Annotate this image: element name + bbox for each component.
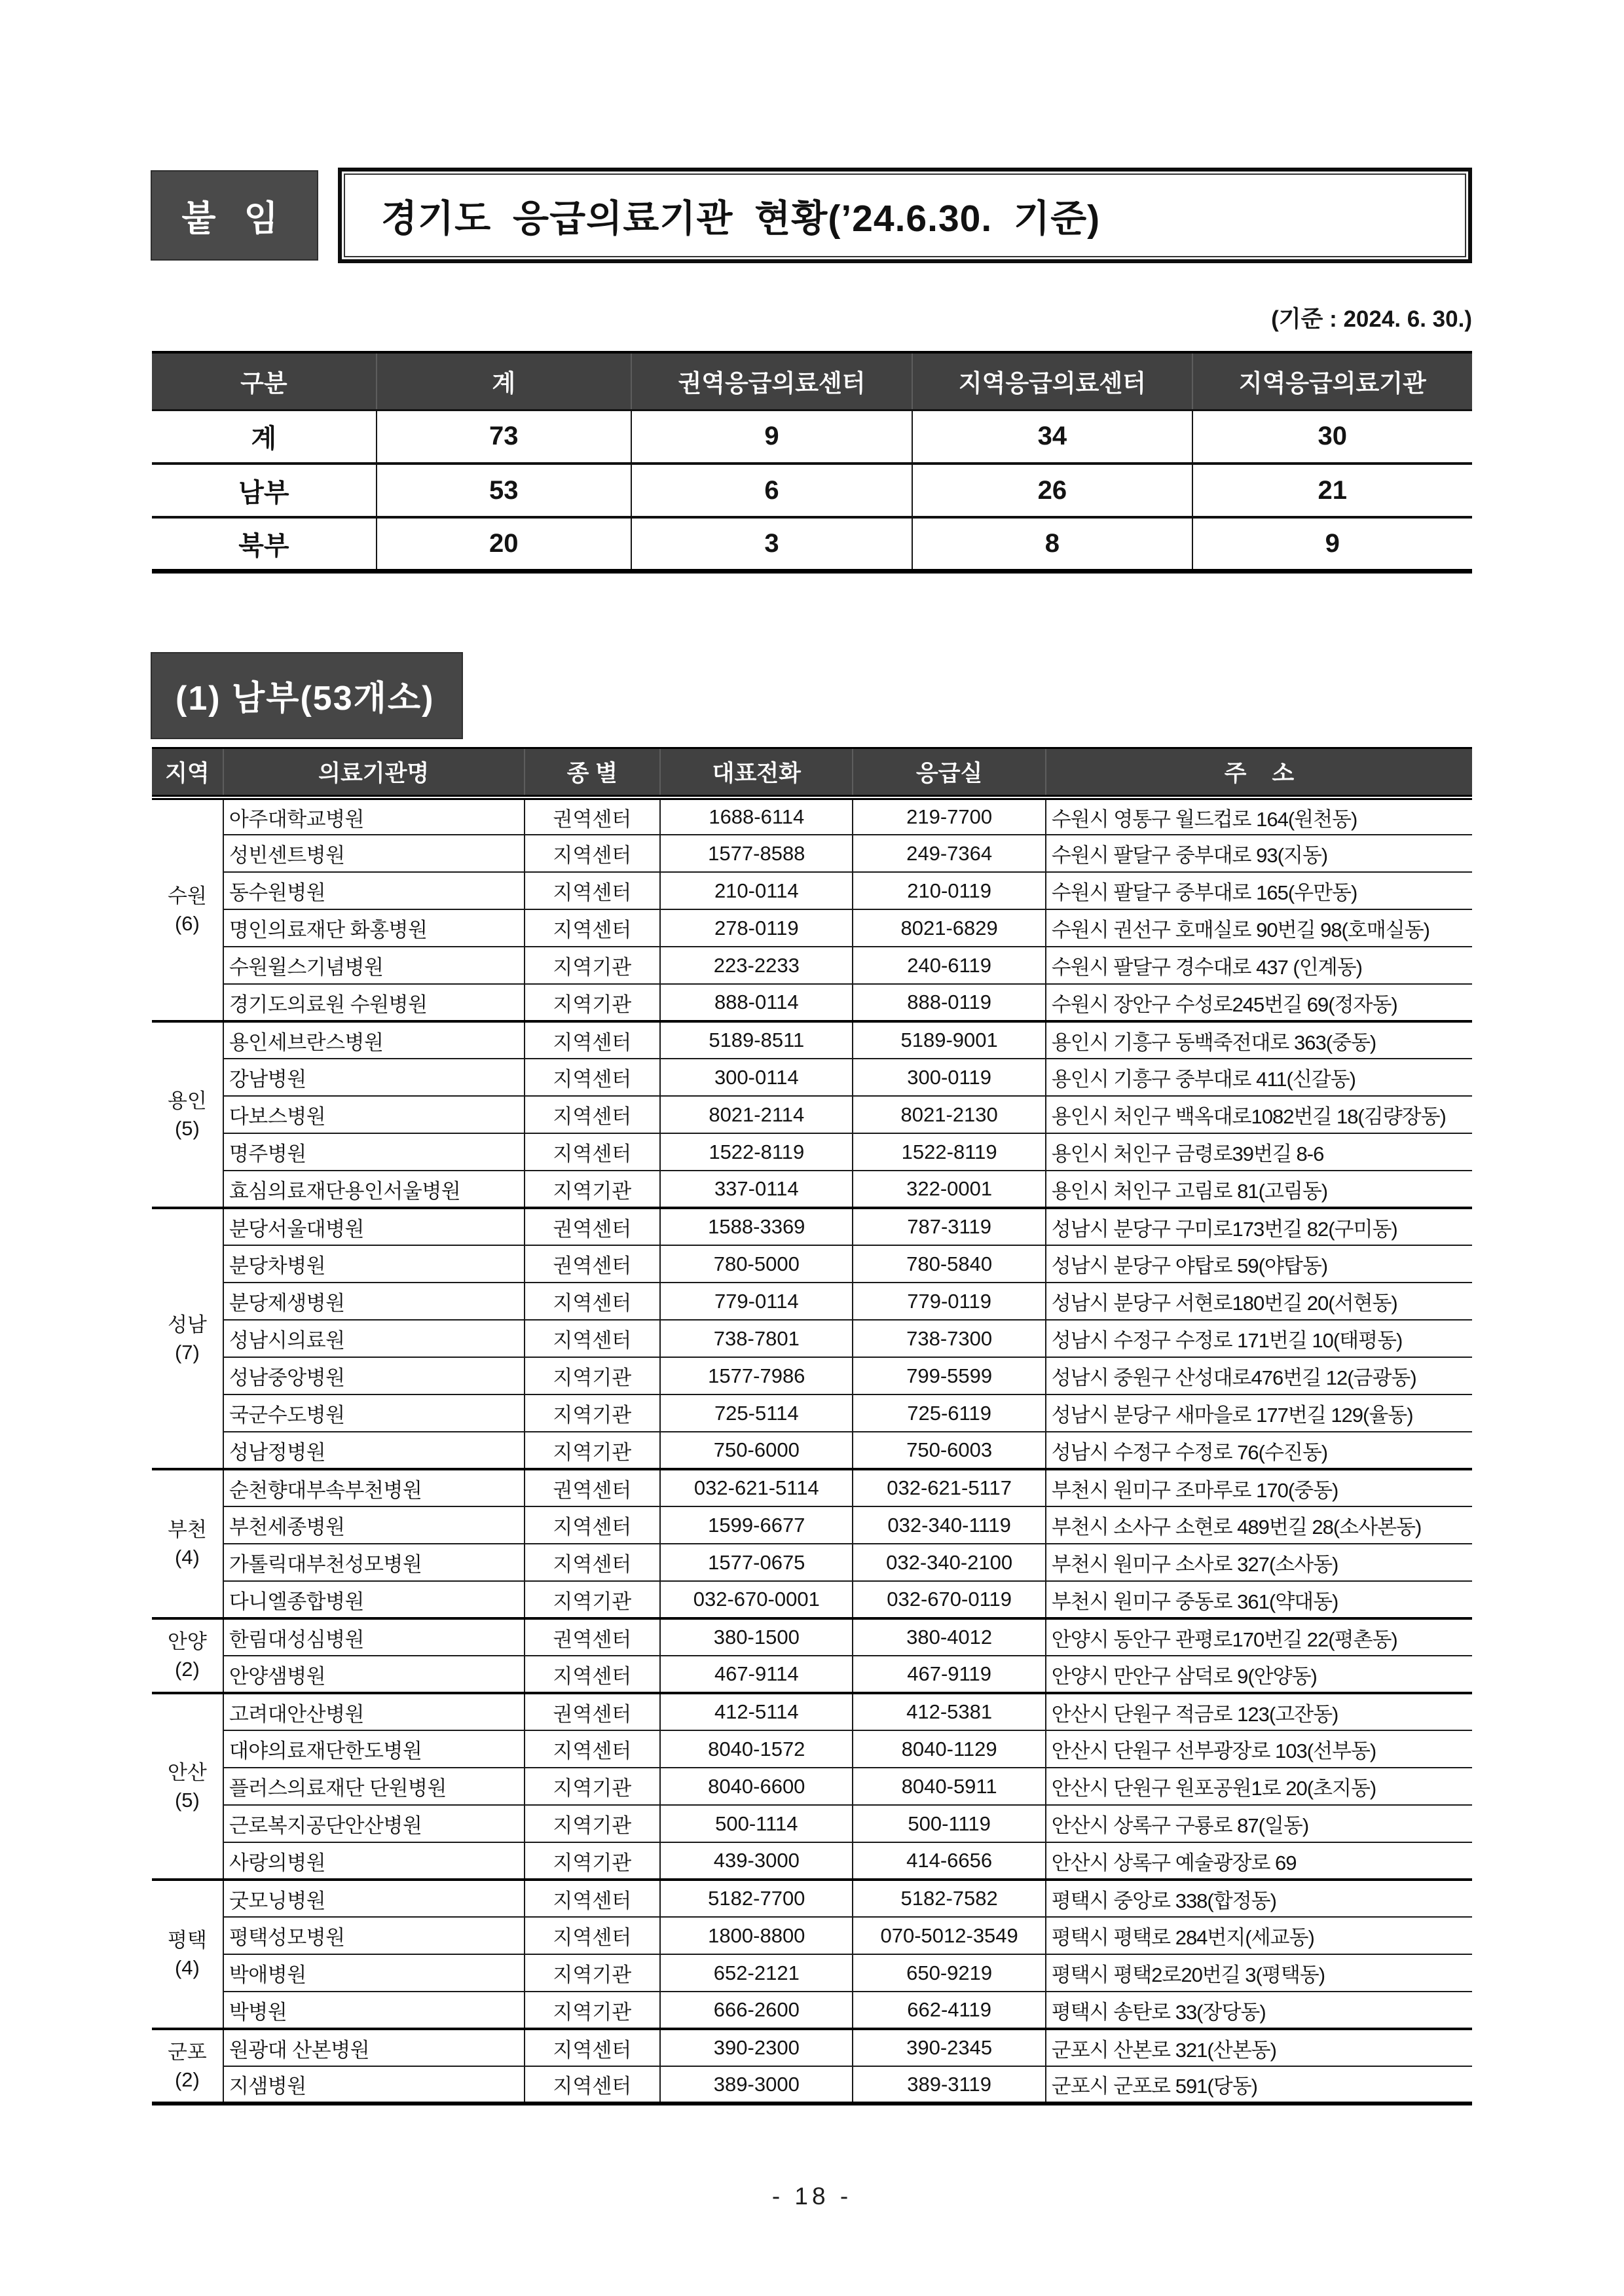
region-name: 부천 [167, 1518, 207, 1542]
hospital-type-cell: 지역센터 [525, 1544, 661, 1581]
main-phone-cell: 1577-0675 [660, 1544, 853, 1581]
hospital-name-cell: 한림대성심병원 [223, 1618, 525, 1656]
address-cell: 수원시 팔달구 중부대로 165(우만동) [1046, 872, 1472, 909]
reference-date-note: (기준 : 2024. 6. 30.) [1271, 306, 1472, 332]
region-cell [152, 1208, 223, 1469]
region-count: (6) [174, 912, 200, 935]
address-cell: 용인시 처인구 금령로39번길 8-6 [1046, 1133, 1472, 1171]
hospital-name-cell: 플러스의료재단 단원병원 [223, 1768, 525, 1805]
region-count: (4) [174, 1546, 200, 1569]
hospital-type-cell: 권역센터 [525, 797, 661, 835]
region-group [152, 1469, 1472, 1618]
main-phone-cell: 210-0114 [660, 872, 853, 909]
summary-column-header: 권역응급의료센터 [631, 352, 912, 410]
address-cell: 성남시 수정구 수정로 171번길 10(태평동) [1046, 1320, 1472, 1357]
region-cell [152, 1880, 223, 2029]
main-phone-cell: 8021-2114 [660, 1096, 853, 1133]
address-cell: 평택시 송탄로 33(장당동) [1046, 1992, 1472, 2029]
er-phone-cell: 8040-5911 [853, 1768, 1045, 1805]
main-phone-cell: 300-0114 [660, 1059, 853, 1096]
address-cell: 용인시 기흥구 중부대로 411(신갈동) [1046, 1059, 1472, 1096]
hospital-row [152, 1208, 1472, 1245]
hospital-type-cell: 지역센터 [525, 1059, 661, 1096]
address-cell: 성남시 수정구 수정로 76(수진동) [1046, 1432, 1472, 1469]
hospital-type-cell: 지역센터 [525, 1096, 661, 1133]
hospital-row [152, 1693, 1472, 1730]
summary-row-label: 남부 [152, 464, 377, 517]
hospital-row [152, 1917, 1472, 1954]
region-cell [152, 1618, 223, 1693]
title-box [338, 168, 1472, 263]
hospital-row [152, 1656, 1472, 1693]
hospital-row [152, 1320, 1472, 1357]
summary-value: 9 [1192, 517, 1472, 571]
hospital-name-cell: 박병원 [223, 1992, 525, 2029]
hospital-name-cell: 수원윌스기념병원 [223, 947, 525, 984]
hospital-name-cell: 사랑의병원 [223, 1842, 525, 1880]
hospital-row [152, 2066, 1472, 2104]
region-group [152, 1021, 1472, 1208]
hospital-name-cell: 분당차병원 [223, 1245, 525, 1283]
address-cell: 안양시 동안구 관평로170번길 22(평촌동) [1046, 1618, 1472, 1656]
region-name: 평택 [167, 1929, 207, 1952]
summary-value: 53 [377, 464, 631, 517]
hospital-type-cell: 지역기관 [525, 1954, 661, 1992]
hospital-row [152, 1768, 1472, 1805]
region-name: 안산 [167, 1760, 207, 1784]
hospital-type-cell: 지역센터 [525, 1730, 661, 1768]
summary-value: 21 [1192, 464, 1472, 517]
section-title: (1) 남부(53개소) [152, 653, 462, 738]
address-cell: 성남시 중원구 산성대로476번길 12(금광동) [1046, 1357, 1472, 1394]
region-group [152, 2029, 1472, 2104]
hospital-type-cell: 지역기관 [525, 1432, 661, 1469]
main-phone-cell: 779-0114 [660, 1283, 853, 1320]
er-phone-cell: 070-5012-3549 [853, 1917, 1045, 1954]
hospital-name-cell: 대야의료재단한도병원 [223, 1730, 525, 1768]
address-cell: 부천시 원미구 중동로 361(약대동) [1046, 1581, 1472, 1618]
hospital-name-cell: 안양샘병원 [223, 1656, 525, 1693]
hospital-name-cell: 분당제생병원 [223, 1283, 525, 1320]
hospitals-table-header [152, 748, 1472, 797]
main-phone-cell: 1599-6677 [660, 1506, 853, 1544]
er-phone-cell: 738-7300 [853, 1320, 1045, 1357]
address-cell: 용인시 기흥구 동백죽전대로 363(중동) [1046, 1021, 1472, 1059]
main-phone-cell: 5189-8511 [660, 1021, 853, 1059]
er-phone-cell: 389-3119 [853, 2066, 1045, 2104]
hospital-name-cell: 원광대 산본병원 [223, 2029, 525, 2066]
main-phone-cell: 666-2600 [660, 1992, 853, 2029]
hospital-row [152, 1171, 1472, 1208]
address-cell: 평택시 중앙로 338(합정동) [1046, 1880, 1472, 1917]
hospital-type-cell: 지역센터 [525, 835, 661, 872]
er-phone-cell: 5189-9001 [853, 1021, 1045, 1059]
hospital-type-cell: 지역센터 [525, 1320, 661, 1357]
er-phone-cell: 8021-2130 [853, 1096, 1045, 1133]
hospital-name-cell: 순천향대부속부천병원 [223, 1469, 525, 1506]
er-phone-cell: 249-7364 [853, 835, 1045, 872]
main-phone-cell: 032-670-0001 [660, 1581, 853, 1618]
er-phone-cell: 799-5599 [853, 1357, 1045, 1394]
region-count: (7) [174, 1340, 200, 1364]
address-cell: 성남시 분당구 새마을로 177번길 129(율동) [1046, 1394, 1472, 1432]
region-group [152, 1208, 1472, 1469]
region-cell [152, 1469, 223, 1618]
document-header [152, 172, 1472, 263]
main-phone-cell: 439-3000 [660, 1842, 853, 1880]
hospital-name-cell: 고려대안산병원 [223, 1693, 525, 1730]
hospitals-column-header: 종 별 [525, 748, 661, 797]
address-cell: 안산시 단원구 적금로 123(고잔동) [1046, 1693, 1472, 1730]
main-phone-cell: 1800-8800 [660, 1917, 853, 1954]
hospital-type-cell: 권역센터 [525, 1693, 661, 1730]
er-phone-cell: 750-6003 [853, 1432, 1045, 1469]
address-cell: 용인시 처인구 백옥대로1082번길 18(김량장동) [1046, 1096, 1472, 1133]
summary-value: 8 [912, 517, 1192, 571]
region-group [152, 1693, 1472, 1880]
er-phone-cell: 5182-7582 [853, 1880, 1045, 1917]
er-phone-cell: 240-6119 [853, 947, 1045, 984]
address-cell: 수원시 영통구 월드컵로 164(원천동) [1046, 797, 1472, 835]
er-phone-cell: 1522-8119 [853, 1133, 1045, 1171]
hospital-name-cell: 굿모닝병원 [223, 1880, 525, 1917]
region-name: 용인 [167, 1089, 207, 1112]
hospital-row [152, 1581, 1472, 1618]
hospital-row [152, 1059, 1472, 1096]
main-phone-cell: 725-5114 [660, 1394, 853, 1432]
hospital-type-cell: 지역센터 [525, 2029, 661, 2066]
address-cell: 성남시 분당구 구미로173번길 82(구미동) [1046, 1208, 1472, 1245]
hospital-name-cell: 다보스병원 [223, 1096, 525, 1133]
main-phone-cell: 1577-7986 [660, 1357, 853, 1394]
address-cell: 수원시 권선구 호매실로 90번길 98(호매실동) [1046, 909, 1472, 947]
main-phone-cell: 223-2233 [660, 947, 853, 984]
hospital-type-cell: 지역센터 [525, 1506, 661, 1544]
hospital-row [152, 947, 1472, 984]
hospital-name-cell: 용인세브란스병원 [223, 1021, 525, 1059]
hospital-type-cell: 지역기관 [525, 947, 661, 984]
summary-row-label: 북부 [152, 517, 377, 571]
hospital-name-cell: 가톨릭대부천성모병원 [223, 1544, 525, 1581]
hospital-type-cell: 지역기관 [525, 1171, 661, 1208]
er-phone-cell: 032-670-0119 [853, 1581, 1045, 1618]
main-phone-cell: 1588-3369 [660, 1208, 853, 1245]
hospital-row [152, 872, 1472, 909]
summary-row [152, 410, 1472, 464]
page-title: 경기도 응급의료기관 현황(’24.6.30. 기준) [381, 198, 1101, 240]
summary-value: 34 [912, 410, 1192, 464]
hospital-name-cell: 부천세종병원 [223, 1506, 525, 1544]
hospital-type-cell: 지역센터 [525, 2066, 661, 2104]
er-phone-cell: 500-1119 [853, 1805, 1045, 1842]
summary-column-header: 구분 [152, 352, 377, 410]
hospital-name-cell: 명주병원 [223, 1133, 525, 1171]
address-cell: 용인시 처인구 고림로 81(고림동) [1046, 1171, 1472, 1208]
hospital-type-cell: 지역센터 [525, 872, 661, 909]
main-phone-cell: 380-1500 [660, 1618, 853, 1656]
hospital-row [152, 909, 1472, 947]
address-cell: 수원시 팔달구 경수대로 437 (인계동) [1046, 947, 1472, 984]
hospital-row [152, 1954, 1472, 1992]
address-cell: 군포시 군포로 591(당동) [1046, 2066, 1472, 2104]
hospital-row [152, 1842, 1472, 1880]
hospital-name-cell: 성남중앙병원 [223, 1357, 525, 1394]
hospitals-table [152, 747, 1472, 2106]
hospital-type-cell: 지역기관 [525, 984, 661, 1021]
summary-value: 6 [631, 464, 912, 517]
hospital-name-cell: 명인의료재단 화홍병원 [223, 909, 525, 947]
hospital-row [152, 1618, 1472, 1656]
hospital-type-cell: 지역기관 [525, 1992, 661, 2029]
address-cell: 성남시 분당구 야탑로 59(야탑동) [1046, 1245, 1472, 1283]
address-cell: 부천시 소사구 소현로 489번길 28(소사본동) [1046, 1506, 1472, 1544]
address-cell: 평택시 평택로 284번지(세교동) [1046, 1917, 1472, 1954]
er-phone-cell: 032-340-1119 [853, 1506, 1045, 1544]
region-cell [152, 1693, 223, 1880]
attachment-label: 붙 임 [181, 198, 287, 238]
er-phone-cell: 650-9219 [853, 1954, 1045, 1992]
address-cell: 안산시 상록구 구룡로 87(일동) [1046, 1805, 1472, 1842]
hospital-row [152, 1432, 1472, 1469]
hospital-row [152, 1805, 1472, 1842]
hospital-row [152, 1730, 1472, 1768]
main-phone-cell: 1522-8119 [660, 1133, 853, 1171]
main-phone-cell: 389-3000 [660, 2066, 853, 2104]
main-phone-cell: 278-0119 [660, 909, 853, 947]
region-group [152, 1618, 1472, 1693]
region-cell [152, 2029, 223, 2104]
hospital-name-cell: 성빈센트병원 [223, 835, 525, 872]
summary-row [152, 464, 1472, 517]
hospital-name-cell: 아주대학교병원 [223, 797, 525, 835]
hospital-row [152, 1133, 1472, 1171]
address-cell: 평택시 평택2로20번길 3(평택동) [1046, 1954, 1472, 1992]
hospital-row [152, 797, 1472, 835]
hospital-name-cell: 다니엘종합병원 [223, 1581, 525, 1618]
region-name: 수원 [167, 884, 207, 908]
er-phone-cell: 8040-1129 [853, 1730, 1045, 1768]
er-phone-cell: 662-4119 [853, 1992, 1045, 2029]
region-group [152, 1880, 1472, 2029]
address-cell: 안산시 단원구 원포공원1로 20(초지동) [1046, 1768, 1472, 1805]
hospital-type-cell: 지역센터 [525, 1656, 661, 1693]
region-name: 안양 [167, 1630, 207, 1654]
hospital-type-cell: 지역센터 [525, 1283, 661, 1320]
hospital-type-cell: 권역센터 [525, 1469, 661, 1506]
hospital-row [152, 984, 1472, 1021]
main-phone-cell: 8040-1572 [660, 1730, 853, 1768]
hospital-type-cell: 지역기관 [525, 1842, 661, 1880]
region-cell [152, 1021, 223, 1208]
hospital-name-cell: 동수원병원 [223, 872, 525, 909]
hospital-row [152, 1544, 1472, 1581]
hospital-row [152, 1021, 1472, 1059]
hospital-row [152, 1506, 1472, 1544]
hospital-row [152, 1992, 1472, 2029]
er-phone-cell: 032-340-2100 [853, 1544, 1045, 1581]
hospitals-column-header: 응급실 [853, 748, 1045, 797]
hospital-type-cell: 지역기관 [525, 1581, 661, 1618]
summary-column-header: 계 [377, 352, 631, 410]
hospital-type-cell: 지역기관 [525, 1805, 661, 1842]
hospital-row [152, 2029, 1472, 2066]
address-cell: 성남시 분당구 서현로180번길 20(서현동) [1046, 1283, 1472, 1320]
main-phone-cell: 738-7801 [660, 1320, 853, 1357]
region-count: (5) [174, 1116, 200, 1140]
page-number: - 18 - [771, 2183, 853, 2210]
region-name: 군포 [167, 2040, 207, 2064]
hospitals-column-header: 대표전화 [660, 748, 853, 797]
hospital-type-cell: 지역센터 [525, 1021, 661, 1059]
er-phone-cell: 322-0001 [853, 1171, 1045, 1208]
hospital-name-cell: 경기도의료원 수원병원 [223, 984, 525, 1021]
hospital-type-cell: 지역기관 [525, 1357, 661, 1394]
er-phone-cell: 8021-6829 [853, 909, 1045, 947]
summary-row [152, 517, 1472, 571]
summary-value: 26 [912, 464, 1192, 517]
summary-column-header: 지역응급의료센터 [912, 352, 1192, 410]
address-cell: 수원시 장안구 수성로245번길 69(정자동) [1046, 984, 1472, 1021]
hospital-type-cell: 지역기관 [525, 1768, 661, 1805]
summary-table [152, 351, 1472, 574]
summary-value: 3 [631, 517, 912, 571]
hospital-row [152, 1357, 1472, 1394]
hospital-type-cell: 지역센터 [525, 909, 661, 947]
er-phone-cell: 725-6119 [853, 1394, 1045, 1432]
hospital-name-cell: 국군수도병원 [223, 1394, 525, 1432]
main-phone-cell: 337-0114 [660, 1171, 853, 1208]
address-cell: 부천시 원미구 소사로 327(소사동) [1046, 1544, 1472, 1581]
address-cell: 부천시 원미구 조마루로 170(중동) [1046, 1469, 1472, 1506]
main-phone-cell: 467-9114 [660, 1656, 853, 1693]
hospital-row [152, 1469, 1472, 1506]
er-phone-cell: 787-3119 [853, 1208, 1045, 1245]
main-phone-cell: 780-5000 [660, 1245, 853, 1283]
er-phone-cell: 390-2345 [853, 2029, 1045, 2066]
main-phone-cell: 5182-7700 [660, 1880, 853, 1917]
main-phone-cell: 750-6000 [660, 1432, 853, 1469]
er-phone-cell: 219-7700 [853, 797, 1045, 835]
hospital-type-cell: 지역기관 [525, 1394, 661, 1432]
er-phone-cell: 780-5840 [853, 1245, 1045, 1283]
region-count: (4) [174, 1956, 200, 1979]
hospital-type-cell: 권역센터 [525, 1208, 661, 1245]
summary-column-header: 지역응급의료기관 [1192, 352, 1472, 410]
hospital-row [152, 835, 1472, 872]
er-phone-cell: 414-6656 [853, 1842, 1045, 1880]
er-phone-cell: 380-4012 [853, 1618, 1045, 1656]
address-cell: 안산시 단원구 선부광장로 103(선부동) [1046, 1730, 1472, 1768]
hospitals-column-header: 의료기관명 [223, 748, 525, 797]
region-name: 성남 [167, 1313, 207, 1336]
region-count: (2) [174, 2068, 200, 2091]
hospital-name-cell: 분당서울대병원 [223, 1208, 525, 1245]
hospital-name-cell: 성남정병원 [223, 1432, 525, 1469]
region-count: (5) [174, 1788, 200, 1812]
hospital-type-cell: 권역센터 [525, 1245, 661, 1283]
hospital-name-cell: 성남시의료원 [223, 1320, 525, 1357]
er-phone-cell: 032-621-5117 [853, 1469, 1045, 1506]
hospital-row [152, 1394, 1472, 1432]
hospital-name-cell: 박애병원 [223, 1954, 525, 1992]
er-phone-cell: 888-0119 [853, 984, 1045, 1021]
main-phone-cell: 032-621-5114 [660, 1469, 853, 1506]
er-phone-cell: 210-0119 [853, 872, 1045, 909]
region-cell [152, 797, 223, 1021]
hospital-name-cell: 효심의료재단용인서울병원 [223, 1171, 525, 1208]
hospital-type-cell: 지역센터 [525, 1880, 661, 1917]
main-phone-cell: 652-2121 [660, 1954, 853, 1992]
main-phone-cell: 412-5114 [660, 1693, 853, 1730]
address-cell: 군포시 산본로 321(산본동) [1046, 2029, 1472, 2066]
hospital-name-cell: 지샘병원 [223, 2066, 525, 2104]
address-cell: 수원시 팔달구 중부대로 93(지동) [1046, 835, 1472, 872]
address-cell: 안산시 상록구 예술광장로 69 [1046, 1842, 1472, 1880]
region-count: (2) [174, 1658, 200, 1681]
hospital-name-cell: 평택성모병원 [223, 1917, 525, 1954]
er-phone-cell: 300-0119 [853, 1059, 1045, 1096]
hospital-row [152, 1245, 1472, 1283]
main-phone-cell: 1577-8588 [660, 835, 853, 872]
er-phone-cell: 467-9119 [853, 1656, 1045, 1693]
summary-table-header [152, 352, 1472, 410]
hospital-type-cell: 지역센터 [525, 1917, 661, 1954]
summary-value: 30 [1192, 410, 1472, 464]
hospital-row [152, 1283, 1472, 1320]
region-group [152, 797, 1472, 1021]
hospitals-column-header: 지역 [152, 748, 223, 797]
er-phone-cell: 779-0119 [853, 1283, 1045, 1320]
main-phone-cell: 8040-6600 [660, 1768, 853, 1805]
summary-row-label: 계 [152, 410, 377, 464]
summary-value: 9 [631, 410, 912, 464]
hospital-row [152, 1880, 1472, 1917]
hospital-type-cell: 권역센터 [525, 1618, 661, 1656]
main-phone-cell: 888-0114 [660, 984, 853, 1021]
summary-value: 20 [377, 517, 631, 571]
er-phone-cell: 412-5381 [853, 1693, 1045, 1730]
summary-value: 73 [377, 410, 631, 464]
hospitals-column-header: 주 소 [1046, 748, 1472, 797]
hospital-name-cell: 강남병원 [223, 1059, 525, 1096]
hospital-type-cell: 지역센터 [525, 1133, 661, 1171]
attachment-tag [152, 172, 317, 259]
main-phone-cell: 1688-6114 [660, 797, 853, 835]
address-cell: 안양시 만안구 삼덕로 9(안양동) [1046, 1656, 1472, 1693]
hospital-name-cell: 근로복지공단안산병원 [223, 1805, 525, 1842]
main-phone-cell: 500-1114 [660, 1805, 853, 1842]
hospital-row [152, 1096, 1472, 1133]
main-phone-cell: 390-2300 [660, 2029, 853, 2066]
